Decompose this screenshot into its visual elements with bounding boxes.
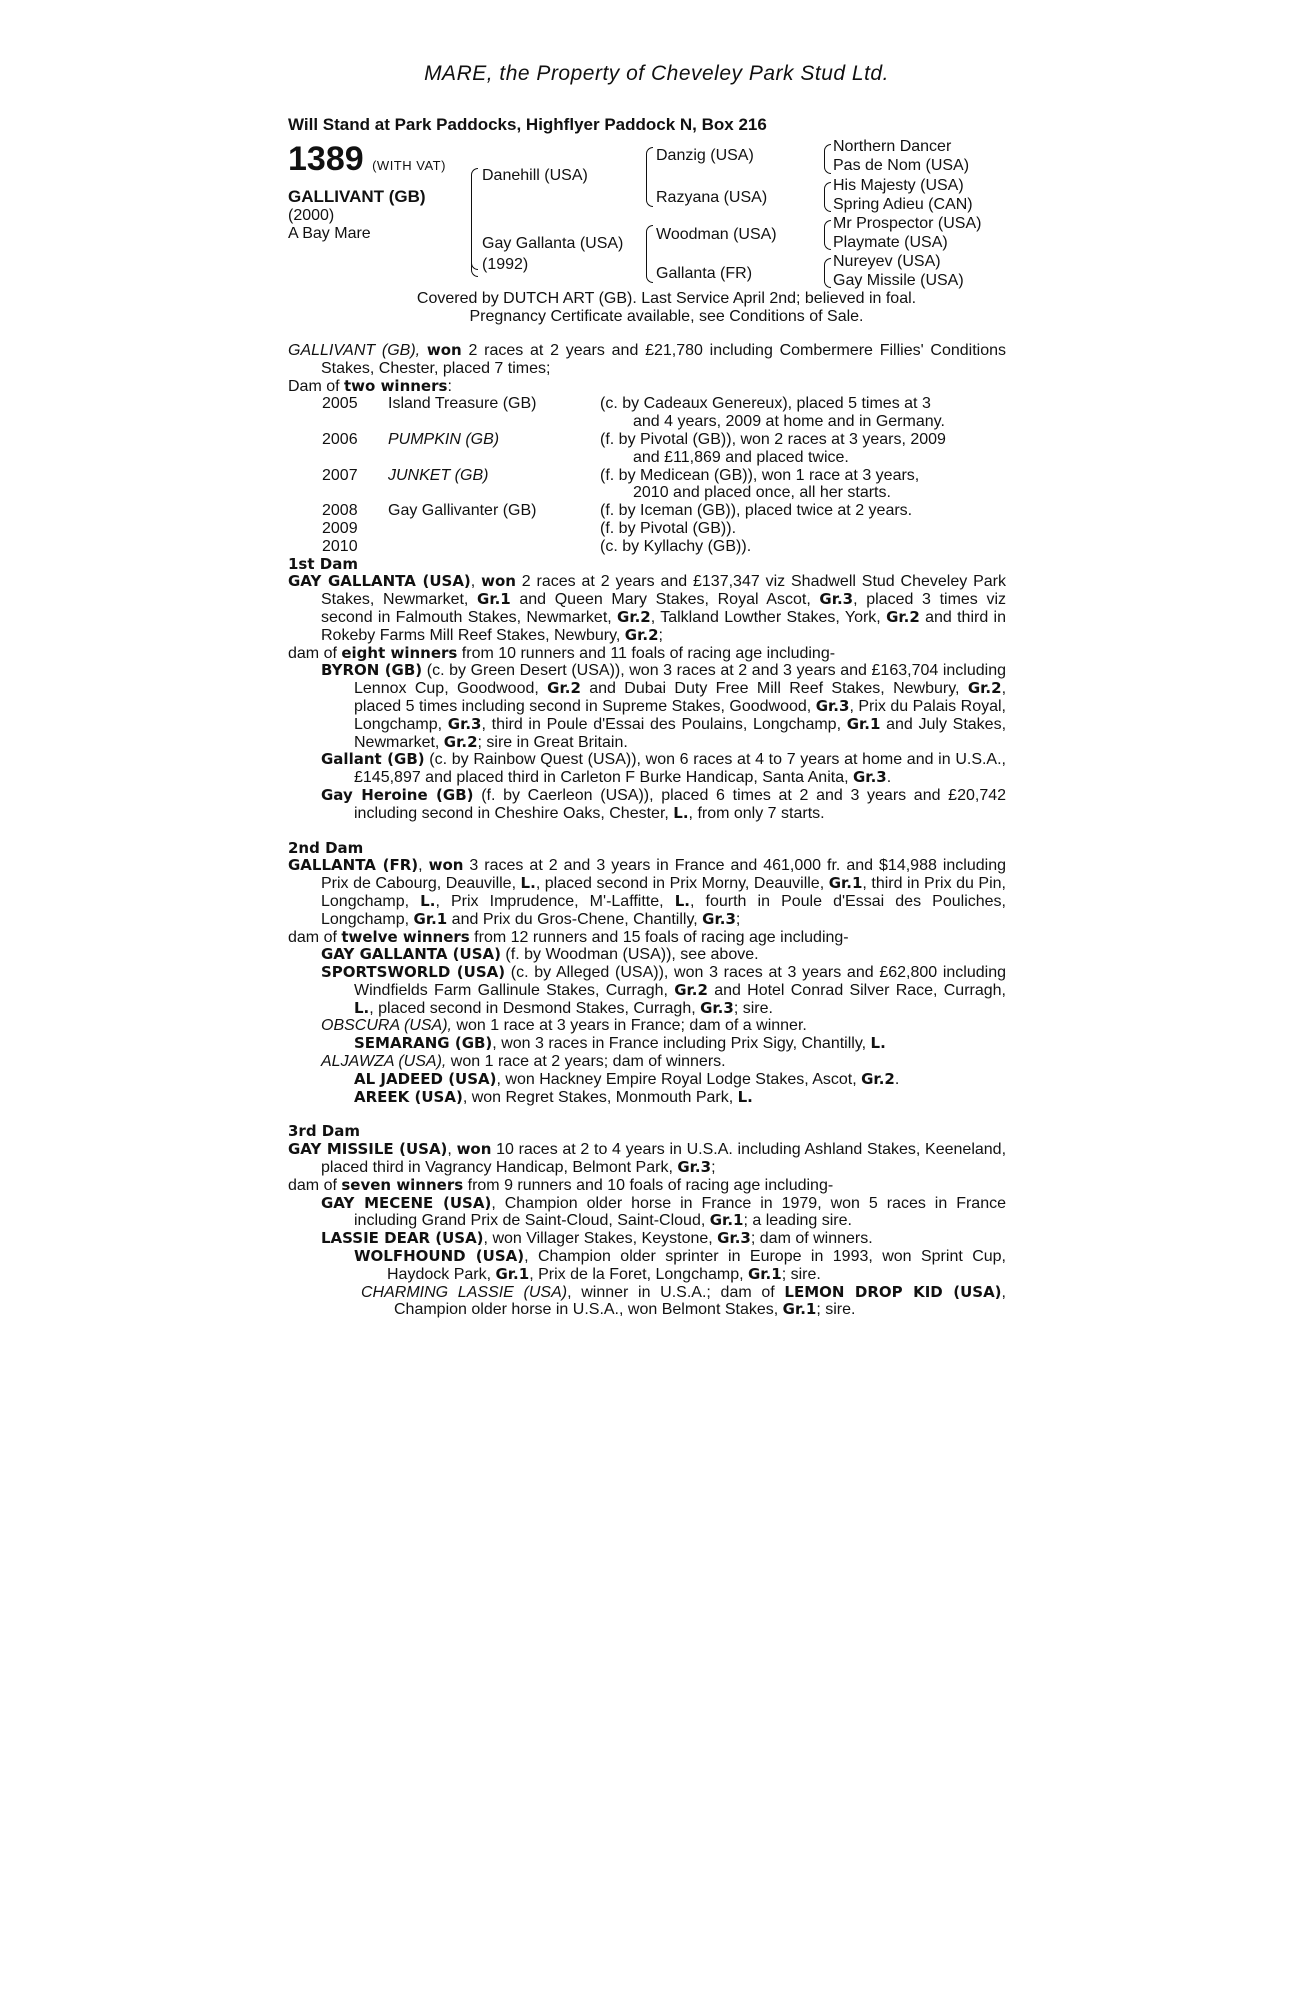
second-dam-record: GALLANTA (FR), won 3 races at 2 and 3 years in France and 461,000 fr. and $14,988 including Prix de Cabourg, Deauville, L., placed second in Prix Morny, Deauville, Gr.1, third in Prix du Pin, Longchamp, L., Prix Imprudence, M'-Laffitte, L., fourth in Poule d'Essai des Pouliches, Longchamp, Gr.1 and Prix du Gros-Chene, Chantilly, Gr.3; <box>288 856 1007 928</box>
progeny-year: 2007 <box>322 466 358 484</box>
pedigree-g6: Playmate (USA) <box>833 234 948 251</box>
progeny-year: 2010 <box>322 537 358 555</box>
progeny-year: 2005 <box>322 395 358 413</box>
wolfhound-record: WOLFHOUND (USA), Champion older sprinter in Europe in 1993, won Sprint Cup, Haydock Park, Gr.1, Prix de la Foret, Longchamp, Gr.1; sire. <box>354 1247 1006 1283</box>
pedigree-g5: Mr Prospector (USA) <box>833 215 982 232</box>
first-dam-dam-of: dam of eight winners from 10 runners and 11 foals of racing age including- <box>288 643 836 662</box>
pedigree-dam: Gay Gallanta (USA) <box>482 235 624 252</box>
horse-description: A Bay Mare <box>288 225 371 242</box>
pedigree-brace-dam <box>646 225 653 283</box>
pedigree-dam-year: (1992) <box>482 256 529 273</box>
progeny-desc: (f. by Iceman (GB)), placed twice at 2 years. <box>600 502 913 520</box>
progeny-name: Gay Gallivanter (GB) <box>388 502 537 520</box>
pedigree-g1: Northern Dancer <box>833 138 952 155</box>
covered-line: Covered by DUTCH ART (GB). Last Service April 2nd; believed in foal. <box>416 290 917 307</box>
pedigree-sire-sire: Danzig (USA) <box>656 147 754 164</box>
pedigree-brace-sire <box>646 147 653 207</box>
charming-lassie-record: CHARMING LASSIE (USA), winner in U.S.A.; dam of LEMON DROP KID (USA), Champion older horse in U.S.A., won Belmont Stakes, Gr.1; sire. <box>361 1282 1006 1319</box>
third-dam-heading: 3rd Dam <box>288 1122 360 1141</box>
progeny-name <box>388 538 600 556</box>
obscura-record: OBSCURA (USA), won 1 race at 3 years in France; dam of a winner. <box>321 1017 807 1035</box>
pedigree-sire: Danehill (USA) <box>482 167 588 184</box>
pedigree-brace-g3 <box>824 220 831 250</box>
progeny-desc: (f. by Pivotal (GB)), won 2 races at 3 years, 2009 and £11,869 and placed twice. <box>600 430 946 466</box>
lot-vat: (WITH VAT) <box>372 158 446 173</box>
third-dam-record: GAY MISSILE (USA), won 10 races at 2 to 4 years in U.S.A. including Ashland Stakes, Keeneland, placed third in Vagrancy Handicap, Belmont Park, Gr.3; <box>288 1140 1007 1177</box>
progeny-year: 2009 <box>322 519 358 537</box>
pedigree-dam-sire: Woodman (USA) <box>656 226 777 243</box>
progeny-list <box>322 395 1006 555</box>
pedigree-g7: Nureyev (USA) <box>833 253 941 270</box>
pedigree-dam-dam: Gallanta (FR) <box>656 265 753 282</box>
covering-info <box>0 290 1313 326</box>
gay-gallanta-ref: GAY GALLANTA (USA) (f. by Woodman (USA)), see above. <box>321 945 759 964</box>
pedigree-g3: His Majesty (USA) <box>833 177 964 194</box>
page-header: MARE, the Property of Cheveley Park Stud Ltd. <box>424 62 889 85</box>
progeny-name: PUMPKIN (GB) <box>388 430 500 448</box>
sportsworld-record: SPORTSWORLD (USA) (c. by Alleged (USA)), won 3 races at 3 years and £62,800 including Windfields Farm Gallinule Stakes, Curragh, Gr.2 and Hotel Conrad Silver Race, Curragh, L., placed second in Desmond Stakes, Curragh, Gr.3; sire. <box>321 963 1007 1017</box>
third-dam-dam-of: dam of seven winners from 9 runners and 10 foals of racing age including- <box>288 1175 834 1194</box>
second-dam-dam-of: dam of twelve winners from 12 runners and 15 foals of racing age including- <box>288 927 849 946</box>
horse-year: (2000) <box>288 207 335 224</box>
pedigree-brace-main-bottom <box>471 226 478 277</box>
progeny-name: Island Treasure (GB) <box>388 395 537 413</box>
progeny-year: 2006 <box>322 430 358 448</box>
pedigree-brace-g2 <box>824 182 831 212</box>
gay-mecene-record: GAY MECENE (USA), Champion older horse in France in 1979, won 5 races in France including Grand Prix de Saint-Cloud, Saint-Cloud, Gr.1; a leading sire. <box>321 1193 1007 1230</box>
progeny-desc: (c. by Cadeaux Genereux), placed 5 times at 3 and 4 years, 2009 at home and in Germany. <box>600 395 945 431</box>
spacer <box>288 1106 1006 1123</box>
byron-record: BYRON (GB) (c. by Green Desert (USA)), won 3 races at 2 and 3 years and £163,704 including Lennox Cup, Goodwood, Gr.2 and Dubai Duty Free Mill Reef Stakes, Newbury, Gr.2, placed 5 times including second in Supreme Stakes, Goodwood, Gr.3, Prix du Palais Royal, Longchamp, Gr.3, third in Poule d'Essai des Poulains, Longchamp, Gr.1 and July Stakes, Newmarket, Gr.2; sire in Great Britain. <box>321 661 1007 751</box>
semarang-record: SEMARANG (GB), won 3 races in France including Prix Sigy, Chantilly, L. <box>354 1034 886 1053</box>
progeny-name <box>388 520 600 538</box>
pedigree-g8: Gay Missile (USA) <box>833 272 964 289</box>
areek-record: AREEK (USA), won Regret Stakes, Monmouth Park, L. <box>354 1087 753 1106</box>
progeny-desc: (c. by Kyllachy (GB)). <box>600 537 752 555</box>
mare-dam-of: Dam of two winners: <box>288 376 452 395</box>
pedigree-g2: Pas de Nom (USA) <box>833 157 970 174</box>
first-dam-heading: 1st Dam <box>288 554 358 573</box>
gallant-record: Gallant (GB) (c. by Rainbow Quest (USA)), won 6 races at 4 to 7 years at home and in U.S.A., £145,897 and placed third in Carleton F Burke Handicap, Santa Anita, Gr.3. <box>321 750 1006 787</box>
catalogue-body <box>288 342 1006 1319</box>
progeny-desc: (f. by Pivotal (GB)). <box>600 519 737 537</box>
horse-name: GALLIVANT (GB) <box>288 187 426 206</box>
stand-location: Will Stand at Park Paddocks, Highflyer Paddock N, Box 216 <box>288 115 767 134</box>
progeny-year: 2008 <box>322 502 358 520</box>
lot-number: 1389 <box>288 140 364 178</box>
aljawza-record: ALJAWZA (USA), won 1 race at 2 years; dam of winners. <box>321 1053 726 1071</box>
pedigree-sire-dam: Razyana (USA) <box>656 189 768 206</box>
al-jadeed-record: AL JADEED (USA), won Hackney Empire Royal Lodge Stakes, Ascot, Gr.2. <box>354 1069 900 1088</box>
progeny-name: JUNKET (GB) <box>388 466 489 484</box>
pedigree-brace-g4 <box>824 258 831 288</box>
mare-record: GALLIVANT (GB), won 2 races at 2 years and £21,780 including Combermere Fillies' Conditions Stakes, Chester, placed 7 times; <box>288 341 1007 377</box>
gay-heroine-record: Gay Heroine (GB) (f. by Caerleon (USA)), placed 6 times at 2 and 3 years and £20,742 including second in Cheshire Oaks, Chester, L., from only 7 starts. <box>321 785 1007 822</box>
second-dam-heading: 2nd Dam <box>288 838 364 857</box>
lassie-dear-record: LASSIE DEAR (USA), won Villager Stakes, Keystone, Gr.3; dam of winners. <box>321 1229 873 1248</box>
pedigree-g4: Spring Adieu (CAN) <box>833 196 973 213</box>
pregnancy-line: Pregnancy Certificate available, see Conditions of Sale. <box>469 308 864 325</box>
spacer <box>288 823 1006 840</box>
lot-number-block <box>288 140 446 179</box>
first-dam-record: GAY GALLANTA (USA), won 2 races at 2 years and £137,347 viz Shadwell Stud Cheveley Park Stakes, Newmarket, Gr.1 and Queen Mary Stakes, Royal Ascot, Gr.3, placed 3 times viz second in Falmouth Stakes, Newmarket, Gr.2, Talkland Lowther Stakes, York, Gr.2 and third in Rokeby Farms Mill Reef Stakes, Newbury, Gr.2; <box>288 572 1007 644</box>
progeny-desc: (f. by Medicean (GB)), won 1 race at 3 years, 2010 and placed once, all her starts. <box>600 466 920 502</box>
pedigree-brace-g1 <box>824 144 831 174</box>
